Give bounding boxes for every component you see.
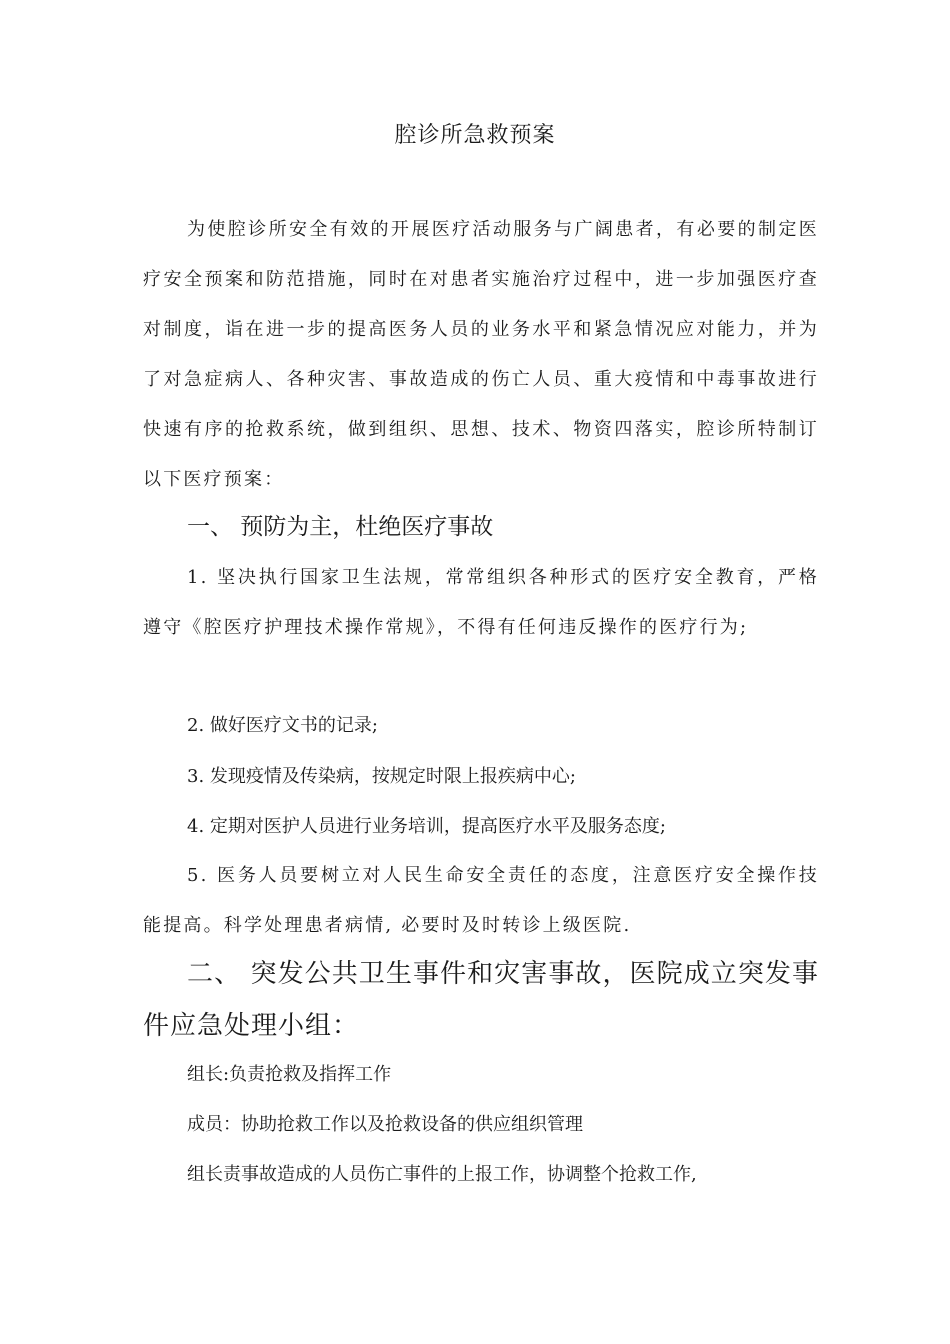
section1-item-4: 4. 定期对医护人员进行业务培训，提高医疗水平及服务态度; (187, 816, 666, 837)
section2-heading: 二、 突发公共卫生事件和灾害事故，医院成立突发事件应急处理小组： (143, 959, 819, 1041)
section2-duty: 组长责事故造成的人员伤亡事件的上报工作，协调整个抢救工作, (187, 1164, 697, 1185)
document-title: 腔诊所急救预案 (394, 123, 556, 148)
section1-item-1: 1. 坚决执行国家卫生法规，常常组织各种形式的医疗安全教育，严格遵守《腔医疗护理技术操作常规》，不得有任何违反操作的医疗行为; (143, 567, 819, 638)
section1-item-5: 5. 医务人员要树立对人民生命安全责任的态度，注意医疗安全操作技能提高。科学处理患者病情, 必要时及时转诊上级医院. (143, 865, 819, 936)
section1-item-3: 3. 发现疫情及传染病，按规定时限上报疾病中心; (187, 766, 576, 787)
section1-heading: 一、 预防为主，杜绝医疗事故 (187, 514, 494, 540)
section2-leader: 组长:负责抢救及指挥工作 (187, 1064, 392, 1085)
section2-members: 成员：协助抢救工作以及抢救设备的供应组织管理 (187, 1114, 583, 1135)
section1-item-2: 2. 做好医疗文书的记录; (187, 715, 378, 736)
intro-paragraph: 为使腔诊所安全有效的开展医疗活动服务与广阔患者，有必要的制定医疗安全预案和防范措施，同时在对患者实施治疗过程中，进一步加强医疗查对制度，诣在进一步的提高医务人员的业务水平和紧急情况应对能力，并为了对急症病人、各种灾害、事故造成的伤亡人员、重大疫情和中毒事故进行快速有序的抢救系统，做到组织、思想、技术、物资四落实，腔诊所特制订以下医疗预案： (143, 219, 819, 490)
